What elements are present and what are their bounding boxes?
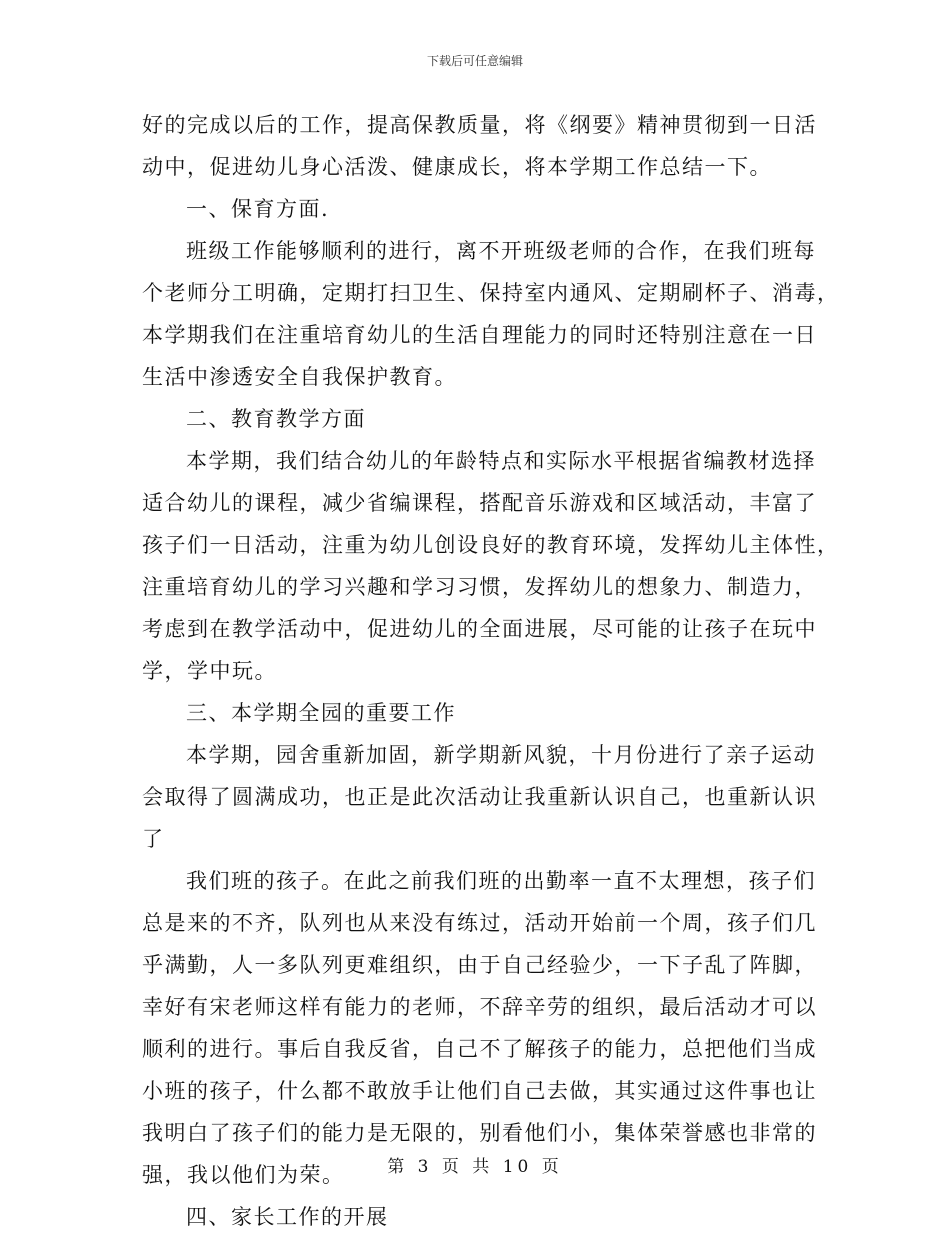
text-line: 动中，促进幼儿身心活泼、健康成长，将本学期工作总结一下。 [142,155,772,179]
section-heading: 四、家长工作的开展 [186,1205,389,1229]
text-line: 孩子们一日活动，注重为幼儿创设良好的教育环境，发挥幼儿主体性， [142,533,840,557]
text-line: 本学期我们在注重培育幼儿的生活自理能力的同时还特别注意在一日 [142,323,817,347]
text-line: 班级工作能够顺利的进行，离不开班级老师的合作，在我们班每 [186,239,816,263]
text-line: 好的完成以后的工作，提高保教质量，将《纲要》精神贯彻到一日活 [142,113,817,137]
page-header: 下载后可任意编辑 [426,54,523,68]
page-number: 第 3 页 共 10 页 [387,1157,563,1177]
text-line: 总是来的不齐，队列也从来没有练过，活动开始前一个周，孩子们几 [142,911,817,935]
text-line: 顺利的进行。事后自我反省，自己不了解孩子的能力，总把他们当成 [142,1037,817,1061]
text-line: 本学期，园舍重新加固，新学期新风貌，十月份进行了亲子运动 [186,743,816,767]
text-line: 我明白了孩子们的能力是无限的，别看他们小，集体荣誉感也非常的 [142,1121,817,1145]
text-line: 了 [142,827,165,851]
body-text [142,104,840,1238]
text-line: 学，学中玩。 [142,659,277,683]
text-line: 乎满勤，人一多队列更难组织，由于自己经验少，一下子乱了阵脚， [142,953,817,977]
text-line: 适合幼儿的课程，减少省编课程，搭配音乐游戏和区域活动，丰富了 [142,491,817,515]
section-heading: 三、本学期全园的重要工作 [186,701,456,725]
text-line: 强，我以他们为荣。 [142,1163,345,1187]
text-line: 幸好有宋老师这样有能力的老师，不辞辛劳的组织，最后活动才可以 [142,995,817,1019]
text-line: 注重培育幼儿的学习兴趣和学习习惯，发挥幼儿的想象力、制造力， [142,575,817,599]
text-line: 会取得了圆满成功，也正是此次活动让我重新认识自己，也重新认识 [142,785,817,809]
text-line: 个老师分工明确，定期打扫卫生、保持室内通风、定期刷杯子、消毒， [142,281,840,305]
text-line: 我们班的孩子。在此之前我们班的出勤率一直不太理想，孩子们 [186,869,816,893]
text-line: 考虑到在教学活动中，促进幼儿的全面进展，尽可能的让孩子在玩中 [142,617,817,641]
section-heading: 一、保育方面. [186,197,330,221]
text-line: 生活中渗透安全自我保护教育。 [142,365,457,389]
text-line: 小班的孩子，什么都不敢放手让他们自己去做，其实通过这件事也让 [142,1079,817,1103]
text-line: 本学期，我们结合幼儿的年龄特点和实际水平根据省编教材选择 [186,449,816,473]
section-heading: 二、教育教学方面 [186,407,366,431]
